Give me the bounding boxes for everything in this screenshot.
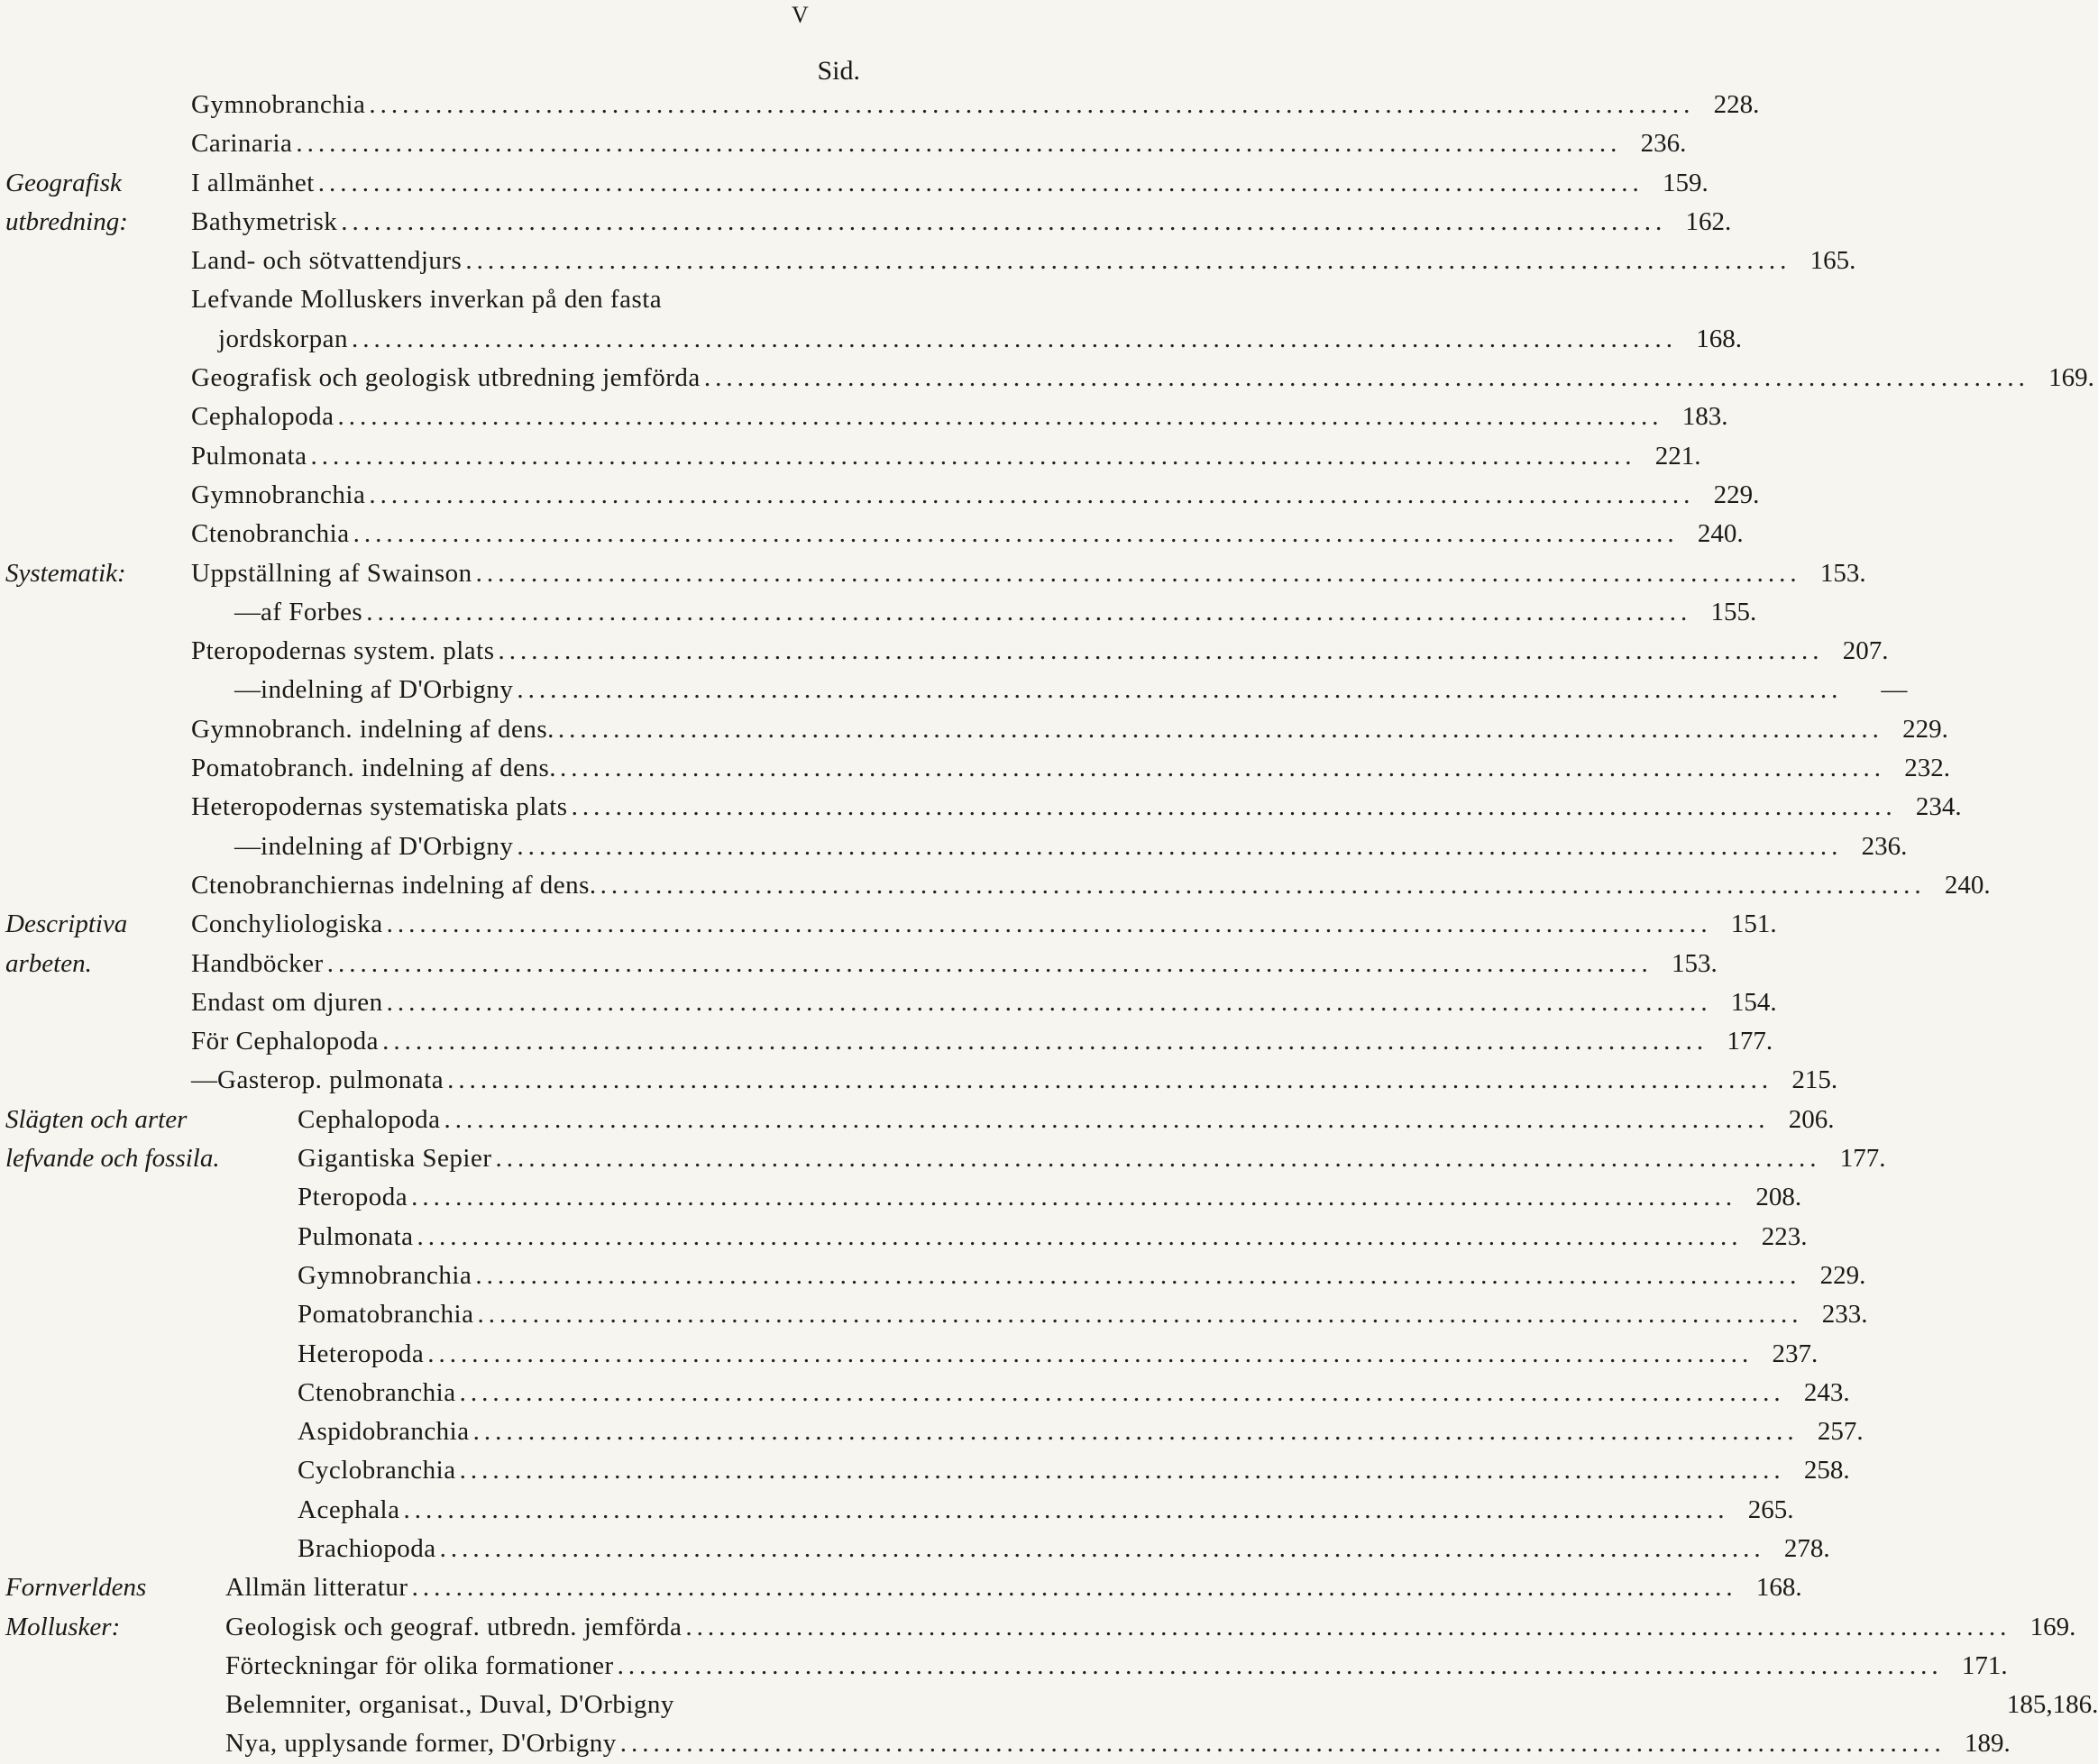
- toc-row: [0, 945, 1718, 983]
- entry-title: Geologisk och geograf. utbredn. jemförda: [225, 1612, 683, 1641]
- toc-row: [0, 437, 1701, 476]
- dot-leader: ........................................................................................................................: [703, 363, 2029, 393]
- toc-row: [0, 280, 866, 319]
- toc-entry: [191, 203, 1732, 242]
- toc-row: [0, 1451, 1850, 1490]
- toc-row: [0, 983, 1777, 1022]
- entry-title: Cephalopoda: [298, 1104, 441, 1134]
- page-ref: 237.: [1772, 1339, 1819, 1368]
- toc-entry: [298, 1451, 1850, 1490]
- ditto-dash: —: [191, 1065, 217, 1095]
- toc-row: [0, 124, 1687, 163]
- dot-leader: ........................................................................................................................: [386, 909, 1712, 939]
- toc-entry: [298, 1412, 1864, 1451]
- toc-row: [0, 203, 1732, 242]
- entry-title: Heteropodernas systematiska plats: [191, 792, 568, 822]
- toc-entry: [225, 1568, 1802, 1607]
- entry-title: Geografisk och geologisk utbredning jemförda: [191, 363, 701, 393]
- entry-title: Pomatobranch. indelning af dens.: [191, 754, 556, 783]
- toc-row: [0, 1022, 1773, 1061]
- toc-entry: [234, 827, 1908, 866]
- entry-title: Gigantiska Sepier: [298, 1144, 492, 1174]
- page-ref: 169.: [2029, 1612, 2076, 1641]
- entry-title: Gymnobranch. indelning af dens.: [191, 714, 554, 744]
- page-ref: 240.: [1697, 519, 1744, 549]
- toc-entry: [191, 280, 860, 319]
- dot-leader: ........................................................................................................................: [326, 948, 1653, 978]
- dot-leader: ........................................................................................................................: [411, 1573, 1737, 1603]
- page-ref: 155.: [1710, 597, 1757, 626]
- ditto-dash: —: [234, 597, 261, 626]
- entry-title: indelning af D'Orbigny: [261, 831, 514, 861]
- toc-entry: [191, 788, 1962, 827]
- toc-row: [0, 1608, 2076, 1647]
- toc-row: [0, 788, 1962, 827]
- entry-title: af Forbes: [261, 597, 363, 626]
- dot-leader: ........................................................................................................................: [337, 402, 1663, 432]
- toc-entry: [191, 749, 1950, 788]
- entry-title: Cephalopoda: [191, 402, 334, 432]
- toc-entry: [225, 1724, 2011, 1763]
- entry-title: Gasterop. pulmonata: [217, 1065, 444, 1095]
- entry-title: Land- och sötvattendjurs: [191, 246, 463, 276]
- entry-title: Nya, upplysande former, D'Orbigny: [225, 1729, 617, 1759]
- dot-leader: ........................................................................................................................: [341, 206, 1667, 236]
- page-ref: 165.: [1809, 246, 1856, 276]
- dot-leader: ........................................................................................................................: [557, 714, 1883, 744]
- dot-leader: ........................................................................................................................: [427, 1339, 1754, 1368]
- toc-row: [0, 749, 1950, 788]
- dot-leader: ........................................................................................................................: [600, 870, 1926, 900]
- page-ref: 177.: [1727, 1027, 1773, 1056]
- entry-title: Belemniter, organisat., Duval, D'Orbigny: [225, 1690, 674, 1720]
- toc-row: [0, 1335, 1819, 1374]
- dot-leader: ........................................................................................................................: [495, 1144, 1821, 1174]
- dot-leader: ........................................................................................................................: [366, 597, 1692, 626]
- dot-leader: ........................................................................................................................: [296, 129, 1622, 159]
- entry-title: Lefvande Molluskers inverkan på den fasta: [191, 285, 663, 315]
- entry-title: Handböcker: [191, 948, 324, 978]
- page-ref: 171.: [1961, 1650, 2008, 1680]
- page-ref: 215.: [1791, 1065, 1838, 1095]
- toc-row: [0, 632, 1889, 671]
- entry-title: Allmän litteratur: [225, 1573, 408, 1603]
- toc-entry: [191, 1022, 1773, 1061]
- toc-row: [0, 1568, 1802, 1607]
- toc-entry: [191, 476, 1760, 515]
- toc-entry: [191, 359, 2094, 398]
- dot-leader: ........................................................................................................................: [465, 246, 1791, 276]
- page-ref: 221.: [1654, 441, 1701, 471]
- page-ref: 189.: [1964, 1729, 2011, 1759]
- dot-leader: ........................................................................................................................: [317, 168, 1644, 197]
- dot-leader: ........................................................................................................................: [353, 519, 1679, 549]
- toc-entry: [191, 398, 1728, 436]
- page-ref: 229.: [1819, 1260, 1866, 1290]
- entry-title: För Cephalopoda: [191, 1027, 380, 1056]
- toc-row: [0, 1412, 1864, 1451]
- ditto-dash: —: [234, 675, 261, 705]
- page-ref: 206.: [1788, 1104, 1835, 1134]
- page-ref: 236.: [1640, 129, 1687, 159]
- toc-entry: [191, 983, 1777, 1022]
- entry-title: Pulmonata: [298, 1221, 414, 1251]
- toc-row: [0, 1101, 1835, 1139]
- toc-entry: [191, 905, 1777, 944]
- entry-title: Pteropodernas system. plats: [191, 636, 495, 666]
- page-ref: 257.: [1817, 1417, 1864, 1447]
- dot-leader: ........................................................................................................................: [477, 1300, 1803, 1330]
- toc-row: [0, 398, 1728, 436]
- page-ref: 185,186.: [2006, 1690, 2098, 1720]
- toc-row: [0, 1647, 2008, 1686]
- dot-leader: ........................................................................................................................: [310, 441, 1636, 471]
- toc-entry: [298, 1218, 1808, 1257]
- toc-entry: [191, 124, 1687, 163]
- toc-row: [0, 476, 1760, 515]
- toc-row: [0, 1491, 1794, 1530]
- page-ref: 153.: [1819, 558, 1866, 588]
- entry-title: Ctenobranchia: [191, 519, 350, 549]
- toc-entry: [191, 437, 1701, 476]
- entry-title: Aspidobranchia: [298, 1417, 470, 1447]
- page-ref: 208.: [1755, 1183, 1802, 1212]
- entry-title: Ctenobranchiernas indelning af dens.: [191, 870, 597, 900]
- toc-row: [0, 359, 2094, 398]
- toc-entry: [191, 710, 1948, 749]
- page-ref: 168.: [1696, 324, 1743, 353]
- toc-entry: [298, 1295, 1868, 1334]
- page-ref: 154.: [1730, 987, 1777, 1017]
- entry-title: Bathymetrisk: [191, 206, 338, 236]
- section-label: Slägten och arter: [5, 1104, 188, 1134]
- toc-row: [0, 242, 1856, 280]
- dot-leader: ........................................................................................................................: [444, 1104, 1770, 1134]
- dot-leader: ........................................................................................................................: [517, 675, 1843, 705]
- page-ref: 229.: [1902, 714, 1948, 744]
- toc-entry: [298, 1530, 1830, 1568]
- entry-title: Uppställning af Swainson: [191, 558, 472, 588]
- toc-entry: [191, 242, 1856, 280]
- page-ref: 162.: [1685, 206, 1732, 236]
- toc-row: [0, 164, 1709, 203]
- toc-entry: [225, 1608, 2076, 1647]
- toc-entry: [298, 1139, 1886, 1178]
- dot-leader: ........................................................................................................................: [369, 480, 1695, 509]
- dot-leader: ........................................................................................................................: [472, 1417, 1799, 1447]
- dot-leader: ........................................................................................................................: [439, 1533, 1765, 1563]
- section-label: Geografisk: [5, 168, 122, 197]
- toc-row: [0, 86, 1760, 124]
- dot-leader: ........................................................................................................................: [352, 324, 1678, 353]
- page-column-header: Sid.: [817, 56, 860, 86]
- toc-entry: [298, 1178, 1802, 1217]
- dot-leader: ........................................................................................................................: [475, 1260, 1801, 1290]
- toc-entry: [225, 1686, 2098, 1724]
- page-number: V: [792, 2, 809, 28]
- page-ref: 232.: [1904, 754, 1950, 783]
- toc-row: [0, 1374, 1850, 1412]
- toc-entry: [191, 164, 1709, 203]
- entry-title: Ctenobranchia: [298, 1377, 456, 1407]
- page-ref: —: [1881, 675, 1908, 705]
- dot-leader: ........................................................................................................................: [459, 1456, 1785, 1485]
- toc-row: [0, 515, 1744, 553]
- page-ref: 243.: [1803, 1377, 1850, 1407]
- table-of-contents: [0, 86, 2098, 1764]
- entry-title: Förteckningar för olika formationer: [225, 1650, 614, 1680]
- entry-title: indelning af D'Orbigny: [261, 675, 514, 705]
- dot-leader: ........................................................................................................................: [560, 754, 1885, 783]
- toc-row: [0, 1178, 1802, 1217]
- dot-leader: ........................................................................................................................: [517, 831, 1843, 861]
- page-ref: 159.: [1663, 168, 1709, 197]
- dot-leader: ........................................................................................................................: [382, 1027, 1709, 1056]
- section-label: lefvande och fossila.: [5, 1144, 220, 1174]
- toc-entry: [225, 1647, 2008, 1686]
- toc-row: [0, 593, 1757, 632]
- entry-title: Conchyliologiska: [191, 909, 383, 939]
- page-ref: 207.: [1842, 636, 1889, 666]
- page-ref: 177.: [1839, 1144, 1886, 1174]
- page-ref: 228.: [1713, 90, 1760, 119]
- entry-title: Pulmonata: [191, 441, 307, 471]
- toc-entry: [298, 1101, 1835, 1139]
- dot-leader: ........................................................................................................................: [619, 1729, 1946, 1759]
- toc-entry: [191, 86, 1760, 124]
- dot-leader: ........................................................................................................................: [685, 1612, 2011, 1641]
- dot-leader: ........................................................................................................................: [411, 1183, 1737, 1212]
- page-ref: 234.: [1915, 792, 1962, 822]
- page-ref: 240.: [1944, 870, 1991, 900]
- toc-entry: [298, 1257, 1866, 1295]
- dot-leader: ........................................................................................................................: [417, 1221, 1743, 1251]
- toc-row: [0, 1061, 1838, 1100]
- entry-title: Gymnobranchia: [191, 480, 366, 509]
- page-ref: 153.: [1671, 948, 1718, 978]
- page-ref: 229.: [1713, 480, 1760, 509]
- toc-entry: [218, 320, 1743, 359]
- section-label: Descriptiva: [5, 909, 128, 939]
- toc-entry: [234, 671, 1908, 709]
- toc-row: [0, 1295, 1868, 1334]
- toc-entry: [298, 1335, 1819, 1374]
- page-ref: 233.: [1821, 1300, 1868, 1330]
- toc-row: [0, 1686, 2098, 1724]
- toc-row: [0, 671, 1908, 709]
- dot-leader: ........................................................................................................................: [617, 1650, 1943, 1680]
- page-ref: 168.: [1755, 1573, 1802, 1603]
- toc-row: [0, 1724, 2011, 1763]
- toc-entry: [191, 945, 1718, 983]
- toc-entry: [191, 554, 1866, 593]
- toc-entry: [234, 593, 1757, 632]
- page-ref: 183.: [1681, 402, 1728, 432]
- dot-leader: ........................................................................................................................: [459, 1377, 1785, 1407]
- dot-leader: ........................................................................................................................: [386, 987, 1712, 1017]
- entry-title: jordskorpan: [218, 324, 349, 353]
- toc-row: [0, 554, 1866, 593]
- section-label: Mollusker:: [5, 1612, 121, 1641]
- entry-title: Gymnobranchia: [191, 90, 366, 119]
- toc-row: [0, 1139, 1886, 1178]
- toc-entry: [191, 1061, 1838, 1100]
- page-ref: 223.: [1761, 1221, 1808, 1251]
- page-ref: 236.: [1861, 831, 1908, 861]
- toc-row: [0, 905, 1777, 944]
- page-ref: 265.: [1747, 1494, 1794, 1524]
- entry-title: Pomatobranchia: [298, 1300, 474, 1330]
- section-label: utbredning:: [5, 206, 128, 236]
- toc-row: [0, 827, 1908, 866]
- toc-row: [0, 320, 1743, 359]
- toc-row: [0, 1530, 1830, 1568]
- entry-title: Carinaria: [191, 129, 293, 159]
- page-ref: 151.: [1730, 909, 1777, 939]
- entry-title: Heteropoda: [298, 1339, 425, 1368]
- dot-leader: ........................................................................................................................: [498, 636, 1824, 666]
- section-label: Systematik:: [5, 558, 126, 588]
- entry-title: Gymnobranchia: [298, 1260, 472, 1290]
- entry-title: Brachiopoda: [298, 1533, 436, 1563]
- toc-entry: [298, 1374, 1850, 1412]
- toc-row: [0, 1218, 1808, 1257]
- dot-leader: ........................................................................................................................: [475, 558, 1801, 588]
- entry-title: Pteropoda: [298, 1183, 408, 1212]
- entry-title: Acephala: [298, 1494, 400, 1524]
- entry-title: I allmänhet: [191, 168, 315, 197]
- dot-leader: ........................................................................................................................: [369, 90, 1695, 119]
- toc-entry: [191, 632, 1889, 671]
- toc-row: [0, 866, 1991, 905]
- section-label: Fornverldens: [5, 1573, 147, 1603]
- dot-leader: ........................................................................................................................: [403, 1494, 1729, 1524]
- entry-title: Endast om djuren: [191, 987, 383, 1017]
- page-ref: 258.: [1803, 1456, 1850, 1485]
- page-ref: 278.: [1783, 1533, 1830, 1563]
- toc-row: [0, 710, 1948, 749]
- page-ref: 169.: [2048, 363, 2094, 393]
- section-label: arbeten.: [5, 948, 92, 978]
- toc-entry: [298, 1491, 1794, 1530]
- entry-title: Cyclobranchia: [298, 1456, 456, 1485]
- ditto-dash: —: [234, 831, 261, 861]
- dot-leader: ........................................................................................................................: [571, 792, 1897, 822]
- dot-leader: ........................................................................................................................: [447, 1065, 1773, 1095]
- toc-row: [0, 1257, 1866, 1295]
- toc-entry: [191, 515, 1744, 553]
- toc-entry: [191, 866, 1991, 905]
